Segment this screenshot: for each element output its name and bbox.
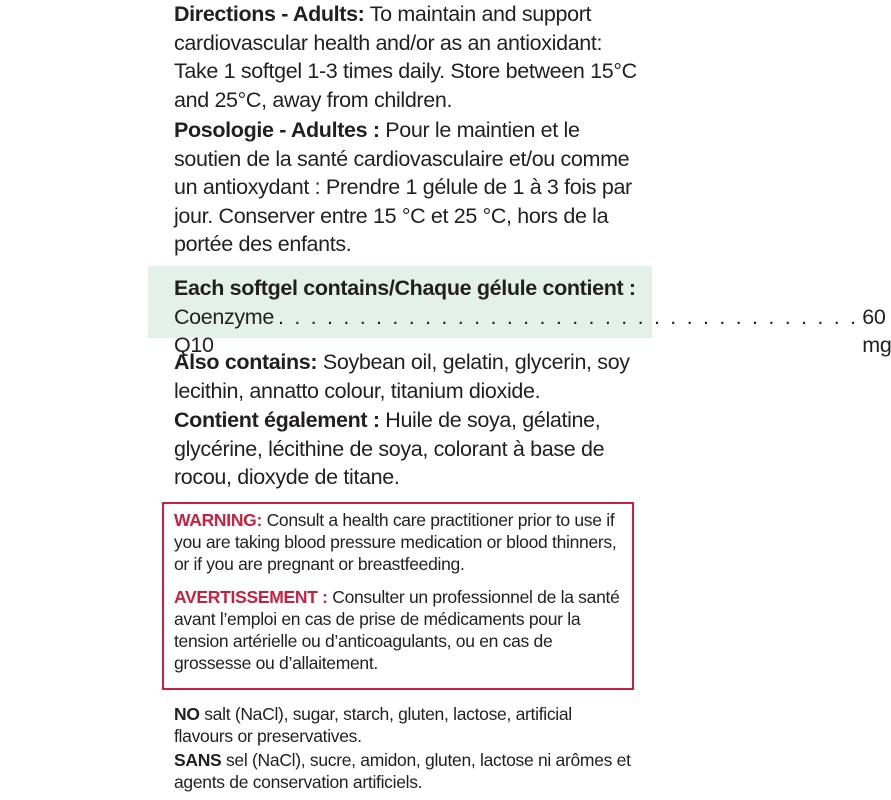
sans-paragraph — [174, 749, 634, 793]
directions-paragraph — [174, 0, 644, 114]
leader-dots: . . . . . . . . . . . . . . . . . . . . . . . . . . . . . . . . . . . . — [277, 305, 859, 329]
free-of-text: salt (NaCl), sugar, starch, gluten, lactose, artificial flavours or preservatives. — [174, 704, 572, 746]
sans-label: SANS — [174, 750, 222, 770]
posologie-paragraph — [174, 116, 644, 259]
avertissement-label: AVERTISSEMENT : — [174, 587, 328, 607]
warning-label: WARNING: — [174, 510, 263, 530]
ingredient-name: Coenzyme Q10 — [174, 305, 274, 357]
contents-heading: Each softgel contains/Chaque gélule contient : — [174, 276, 636, 300]
also-contains-paragraph — [174, 348, 644, 405]
contient-text: Huile de soya, gélatine, glycérine, lécithine de soya, colorant à base de rocou, dioxyde de titane. — [174, 408, 605, 489]
directions-text: To maintain and support cardiovascular health and/or as an antioxidant: Take 1 softgel 1-3 times daily. Store between 15°C and 25°C, away from children. — [174, 2, 637, 112]
contient-paragraph — [174, 406, 644, 492]
contient-label: Contient également : — [174, 408, 380, 432]
posologie-label: Posologie - Adultes : — [174, 118, 380, 142]
also-contains-text: Soybean oil, gelatin, glycerin, soy lecithin, annatto colour, titanium dioxide. — [174, 350, 630, 403]
warning-paragraph — [174, 509, 624, 575]
also-contains-label: Also contains: — [174, 350, 318, 374]
avertissement-paragraph — [174, 586, 624, 674]
free-of-paragraph — [174, 703, 634, 747]
posologie-text: Pour le maintien et le soutien de la santé cardiovasculaire et/ou comme un antioxydant : Prendre 1 gélule de 1 à 3 fois par jour. Conserver entre 15 °C et 25 °C, hors de la portée des enfants. — [174, 118, 632, 256]
sans-text: sel (NaCl), sucre, amidon, gluten, lactose ni arômes et agents de conservation artificiels. — [174, 750, 631, 792]
ingredient-amount: 60 mg — [862, 305, 891, 357]
warning-text: Consult a health care practitioner prior to use if you are taking blood pressure medication or blood thinners, or if you are pregnant or breastfeeding. — [174, 510, 617, 574]
directions-label: Directions - Adults: — [174, 2, 365, 26]
avertissement-text: Consulter un professionnel de la santé avant l’emploi en cas de prise de médicaments pour la tension artérielle ou d’anticoagulants, ou en cas de grossesse ou d’allaitement. — [174, 587, 620, 673]
free-of-label: NO — [174, 704, 200, 724]
